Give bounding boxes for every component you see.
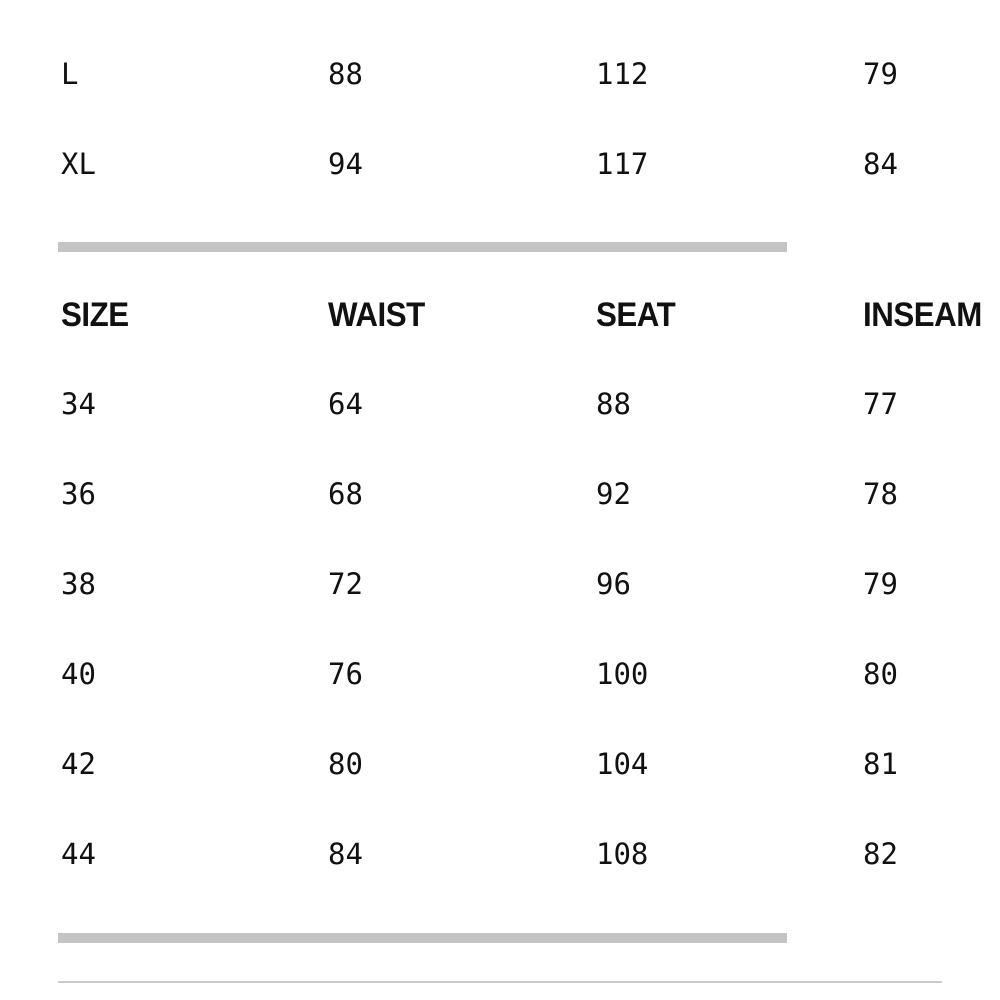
clipped-column [863, 293, 982, 337]
column-header-size: SIZE [61, 296, 129, 334]
size-cell: 36 [61, 477, 96, 511]
measure-cell: 78 [863, 477, 898, 511]
measure-cell: 82 [863, 837, 898, 871]
measure-cell: 68 [328, 477, 363, 511]
measure-cell: 100 [596, 657, 649, 691]
column-header-seat: SEAT [596, 296, 676, 334]
table-row [0, 382, 1000, 426]
table-header-row [0, 293, 1000, 337]
table-row [0, 562, 1000, 606]
size-cell: 34 [61, 387, 96, 421]
table-row [0, 742, 1000, 786]
measure-cell: 80 [863, 657, 898, 691]
size-cell: XL [61, 147, 96, 181]
measure-cell: 79 [863, 567, 898, 601]
measure-cell: 108 [596, 837, 649, 871]
measure-cell: 79 [863, 57, 898, 91]
measure-cell: 76 [328, 657, 363, 691]
size-cell: 38 [61, 567, 96, 601]
column-header-inseam: INSEAM [863, 296, 982, 334]
measure-cell: 77 [863, 387, 898, 421]
size-cell: L [61, 57, 79, 91]
table-row [0, 832, 1000, 876]
size-cell: 44 [61, 837, 96, 871]
measure-cell: 72 [328, 567, 363, 601]
column-header-waist: WAIST [328, 296, 425, 334]
table-row [0, 652, 1000, 696]
measure-cell: 88 [596, 387, 631, 421]
measure-cell: 104 [596, 747, 649, 781]
measure-cell: 117 [596, 147, 649, 181]
horizontal-scrollbar[interactable] [58, 242, 787, 252]
measure-cell: 81 [863, 747, 898, 781]
measure-cell: 84 [863, 147, 898, 181]
size-cell: 42 [61, 747, 96, 781]
horizontal-scrollbar[interactable] [58, 933, 787, 943]
measure-cell: 64 [328, 387, 363, 421]
measure-cell: 84 [328, 837, 363, 871]
table-row [0, 52, 1000, 96]
measure-cell: 96 [596, 567, 631, 601]
table-row [0, 472, 1000, 516]
size-cell: 40 [61, 657, 96, 691]
table-row [0, 142, 1000, 186]
measure-cell: 80 [328, 747, 363, 781]
measure-cell: 112 [596, 57, 649, 91]
section-divider [58, 981, 942, 983]
measure-cell: 92 [596, 477, 631, 511]
measure-cell: 88 [328, 57, 363, 91]
measure-cell: 94 [328, 147, 363, 181]
